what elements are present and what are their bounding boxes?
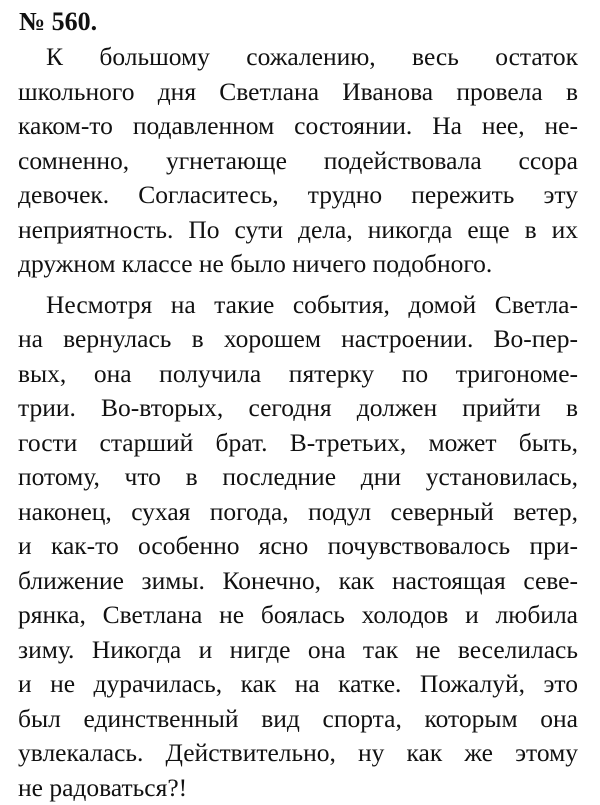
text-line: гости старший брат. В-третьих, может быть, — [18, 426, 578, 461]
text-line: был единственный вид спорта, которым она — [18, 702, 578, 737]
text-line: неприятность. По сути дела, никогда еще в их — [18, 213, 578, 248]
text-line: трии. Во-вторых, сегодня должен прийти в — [18, 391, 578, 426]
text-line: Несмотря на такие события, домой Светла- — [18, 288, 578, 323]
text-line: рянка, Светлана не боялась холодов и любила — [18, 598, 578, 633]
text-line: дружном классе не было ничего подобного. — [18, 247, 578, 282]
paragraph-2 — [18, 288, 578, 805]
text-line: потому, что в последние дни установилась, — [18, 460, 578, 495]
text-line: и как-то особенно ясно почувствовалось при- — [18, 529, 578, 564]
text-line: сомненно, угнетающе подействовала ссора — [18, 144, 578, 179]
text-line: К большому сожалению, весь остаток — [18, 40, 578, 75]
text-line: не радоваться?! — [18, 771, 578, 805]
text-line: зиму. Никогда и нигде она так не веселилась — [18, 633, 578, 668]
text-line: девочек. Согласитесь, трудно пережить эту — [18, 178, 578, 213]
text-line: на вернулась в хорошем настроении. Во-пер- — [18, 322, 578, 357]
text-line: ближение зимы. Конечно, как настоящая севе- — [18, 564, 578, 599]
text-line: школьного дня Светлана Иванова провела в — [18, 75, 578, 110]
text-line: каком-то подавленном состоянии. На нее, не- — [18, 109, 578, 144]
text-line: и не дурачилась, как на катке. Пожалуй, это — [18, 667, 578, 702]
text-line: вых, она получила пятерку по тригономе- — [18, 357, 578, 392]
text-line: увлекалась. Действительно, ну как же этому — [18, 736, 578, 771]
paragraph-1 — [18, 40, 578, 282]
text-line: наконец, сухая погода, подул северный ветер, — [18, 495, 578, 530]
exercise-number: № 560. — [18, 6, 578, 38]
